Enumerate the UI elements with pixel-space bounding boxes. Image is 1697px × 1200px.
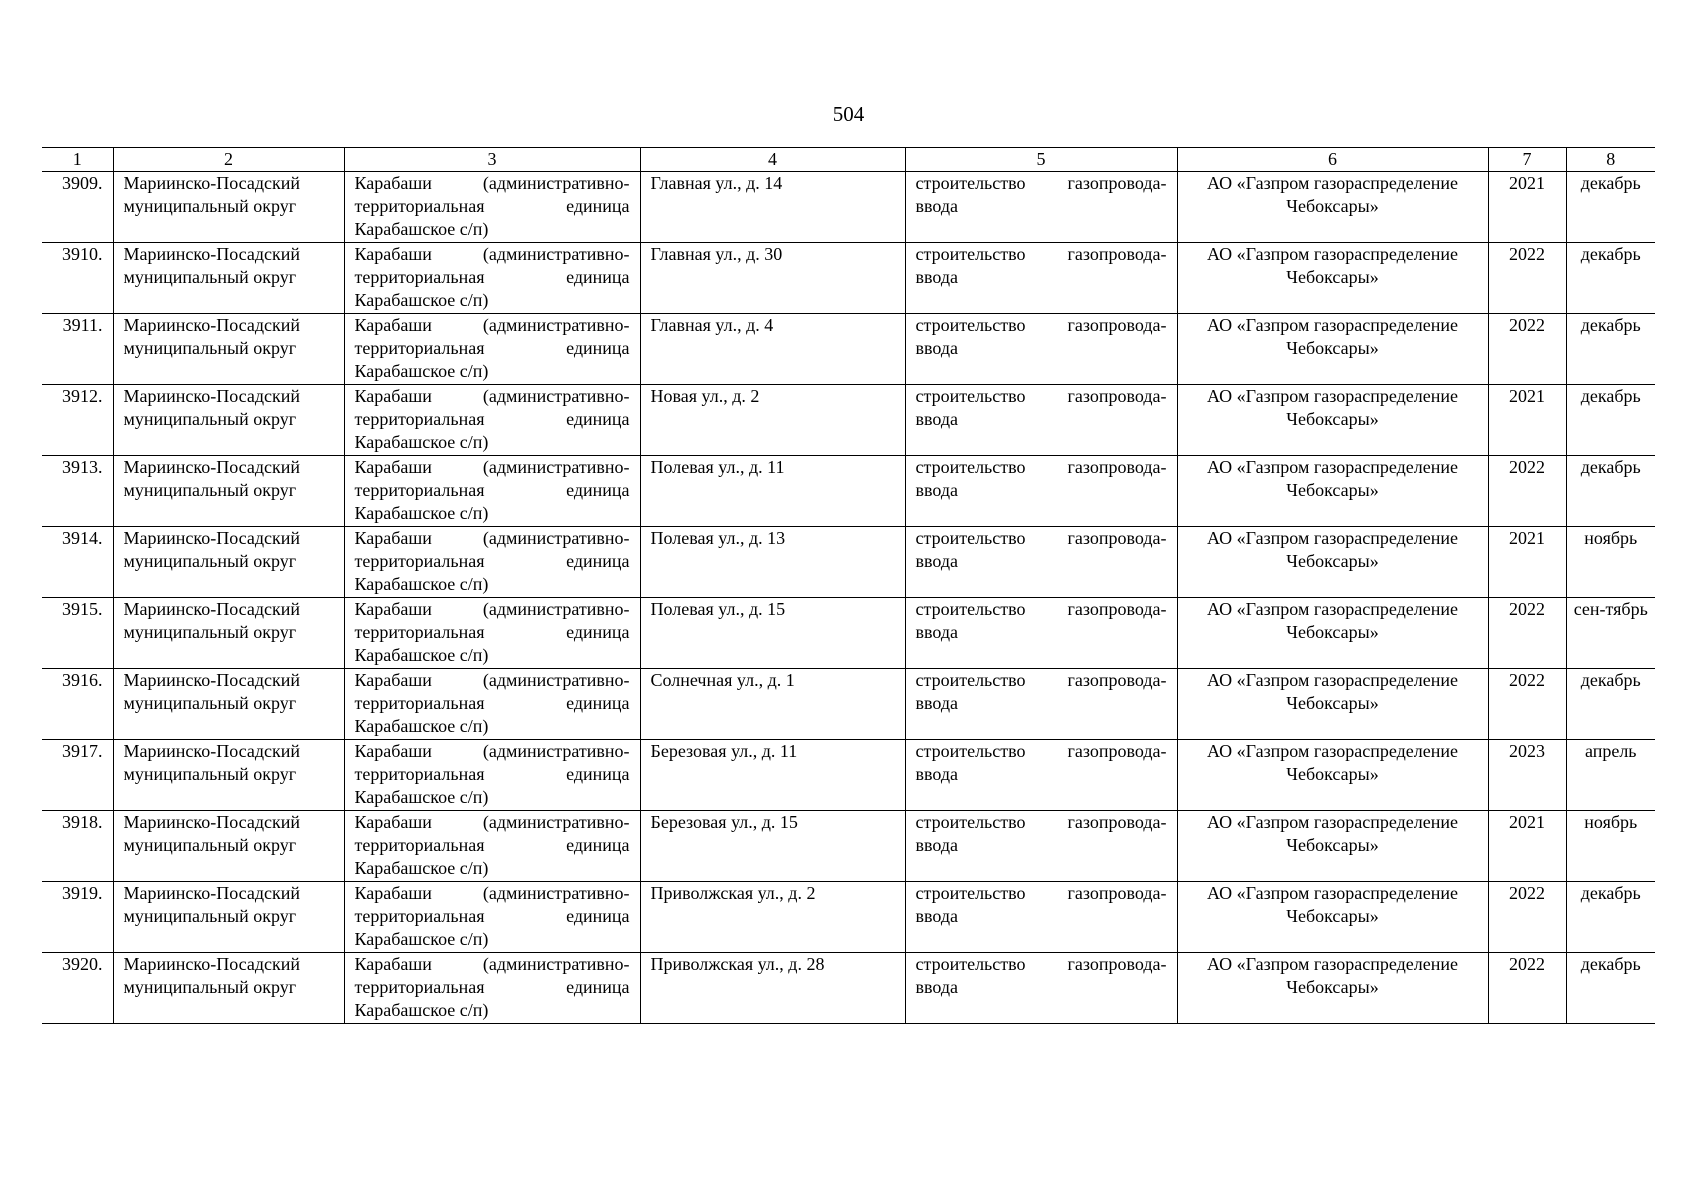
district-cell: Мариинско-Посадский муниципальный округ [113,243,344,314]
settlement-cell: Карабаши (административно-территориальная единица Карабашское с/п) [344,172,640,243]
settlement-cell: Карабаши (административно-территориальная единица Карабашское с/п) [344,385,640,456]
month-cell: декабрь [1566,669,1655,740]
header-col-2: 2 [113,148,344,172]
address-cell: Приволжская ул., д. 2 [640,882,905,953]
settlement-cell: Карабаши (административно-территориальная единица Карабашское с/п) [344,740,640,811]
table-body [42,172,1655,1024]
header-col-3: 3 [344,148,640,172]
row-number-cell: 3912. [42,385,113,456]
header-col-4: 4 [640,148,905,172]
month-cell: ноябрь [1566,811,1655,882]
district-cell: Мариинско-Посадский муниципальный округ [113,811,344,882]
organization-cell: АО «Газпром газораспределение Чебоксары» [1177,243,1488,314]
organization-cell: АО «Газпром газораспределение Чебоксары» [1177,385,1488,456]
address-cell: Полевая ул., д. 15 [640,598,905,669]
row-number-cell: 3910. [42,243,113,314]
work-type-cell: строительство газопровода-ввода [905,243,1177,314]
organization-cell: АО «Газпром газораспределение Чебоксары» [1177,456,1488,527]
address-cell: Новая ул., д. 2 [640,385,905,456]
work-type-cell: строительство газопровода-ввода [905,811,1177,882]
month-cell: декабрь [1566,314,1655,385]
settlement-cell: Карабаши (административно-территориальная единица Карабашское с/п) [344,598,640,669]
row-number-cell: 3913. [42,456,113,527]
row-number-cell: 3915. [42,598,113,669]
settlement-cell: Карабаши (административно-территориальная единица Карабашское с/п) [344,669,640,740]
gasification-table [42,147,1655,1024]
organization-cell: АО «Газпром газораспределение Чебоксары» [1177,740,1488,811]
work-type-cell: строительство газопровода-ввода [905,172,1177,243]
organization-cell: АО «Газпром газораспределение Чебоксары» [1177,314,1488,385]
district-cell: Мариинско-Посадский муниципальный округ [113,172,344,243]
month-cell: декабрь [1566,456,1655,527]
row-number-cell: 3917. [42,740,113,811]
month-cell: апрель [1566,740,1655,811]
month-cell: декабрь [1566,953,1655,1024]
organization-cell: АО «Газпром газораспределение Чебоксары» [1177,172,1488,243]
row-number-cell: 3920. [42,953,113,1024]
year-cell: 2022 [1488,243,1566,314]
table-row [42,811,1655,882]
settlement-cell: Карабаши (административно-территориальная единица Карабашское с/п) [344,243,640,314]
year-cell: 2022 [1488,953,1566,1024]
year-cell: 2023 [1488,740,1566,811]
table-row [42,669,1655,740]
settlement-cell: Карабаши (административно-территориальная единица Карабашское с/п) [344,953,640,1024]
organization-cell: АО «Газпром газораспределение Чебоксары» [1177,953,1488,1024]
table-row [42,882,1655,953]
year-cell: 2021 [1488,385,1566,456]
month-cell: декабрь [1566,172,1655,243]
work-type-cell: строительство газопровода-ввода [905,527,1177,598]
header-row [42,148,1655,172]
address-cell: Солнечная ул., д. 1 [640,669,905,740]
organization-cell: АО «Газпром газораспределение Чебоксары» [1177,669,1488,740]
table-row [42,598,1655,669]
year-cell: 2021 [1488,811,1566,882]
row-number-cell: 3909. [42,172,113,243]
row-number-cell: 3914. [42,527,113,598]
table-row [42,953,1655,1024]
table-row [42,740,1655,811]
month-cell: сен-тябрь [1566,598,1655,669]
address-cell: Приволжская ул., д. 28 [640,953,905,1024]
year-cell: 2022 [1488,456,1566,527]
address-cell: Главная ул., д. 30 [640,243,905,314]
work-type-cell: строительство газопровода-ввода [905,314,1177,385]
table-row [42,172,1655,243]
address-cell: Березовая ул., д. 15 [640,811,905,882]
address-cell: Березовая ул., д. 11 [640,740,905,811]
settlement-cell: Карабаши (административно-территориальная единица Карабашское с/п) [344,456,640,527]
settlement-cell: Карабаши (административно-территориальная единица Карабашское с/п) [344,527,640,598]
row-number-cell: 3918. [42,811,113,882]
year-cell: 2022 [1488,314,1566,385]
year-cell: 2022 [1488,598,1566,669]
address-cell: Главная ул., д. 14 [640,172,905,243]
address-cell: Главная ул., д. 4 [640,314,905,385]
month-cell: декабрь [1566,882,1655,953]
month-cell: декабрь [1566,243,1655,314]
district-cell: Мариинско-Посадский муниципальный округ [113,598,344,669]
district-cell: Мариинско-Посадский муниципальный округ [113,527,344,598]
district-cell: Мариинско-Посадский муниципальный округ [113,385,344,456]
table-row [42,243,1655,314]
table-row [42,456,1655,527]
district-cell: Мариинско-Посадский муниципальный округ [113,456,344,527]
address-cell: Полевая ул., д. 11 [640,456,905,527]
work-type-cell: строительство газопровода-ввода [905,669,1177,740]
year-cell: 2021 [1488,527,1566,598]
settlement-cell: Карабаши (административно-территориальная единица Карабашское с/п) [344,811,640,882]
table-row [42,385,1655,456]
table-row [42,527,1655,598]
work-type-cell: строительство газопровода-ввода [905,598,1177,669]
organization-cell: АО «Газпром газораспределение Чебоксары» [1177,811,1488,882]
address-cell: Полевая ул., д. 13 [640,527,905,598]
table-row [42,314,1655,385]
work-type-cell: строительство газопровода-ввода [905,740,1177,811]
settlement-cell: Карабаши (административно-территориальная единица Карабашское с/п) [344,882,640,953]
organization-cell: АО «Газпром газораспределение Чебоксары» [1177,882,1488,953]
organization-cell: АО «Газпром газораспределение Чебоксары» [1177,527,1488,598]
year-cell: 2022 [1488,882,1566,953]
header-col-7: 7 [1488,148,1566,172]
row-number-cell: 3919. [42,882,113,953]
district-cell: Мариинско-Посадский муниципальный округ [113,740,344,811]
work-type-cell: строительство газопровода-ввода [905,882,1177,953]
settlement-cell: Карабаши (административно-территориальная единица Карабашское с/п) [344,314,640,385]
row-number-cell: 3911. [42,314,113,385]
header-col-6: 6 [1177,148,1488,172]
year-cell: 2022 [1488,669,1566,740]
work-type-cell: строительство газопровода-ввода [905,456,1177,527]
district-cell: Мариинско-Посадский муниципальный округ [113,314,344,385]
district-cell: Мариинско-Посадский муниципальный округ [113,953,344,1024]
year-cell: 2021 [1488,172,1566,243]
month-cell: ноябрь [1566,527,1655,598]
organization-cell: АО «Газпром газораспределение Чебоксары» [1177,598,1488,669]
row-number-cell: 3916. [42,669,113,740]
district-cell: Мариинско-Посадский муниципальный округ [113,882,344,953]
header-col-1: 1 [42,148,113,172]
work-type-cell: строительство газопровода-ввода [905,385,1177,456]
header-col-5: 5 [905,148,1177,172]
page-number: 504 [832,102,865,126]
district-cell: Мариинско-Посадский муниципальный округ [113,669,344,740]
header-col-8: 8 [1566,148,1655,172]
work-type-cell: строительство газопровода-ввода [905,953,1177,1024]
month-cell: декабрь [1566,385,1655,456]
